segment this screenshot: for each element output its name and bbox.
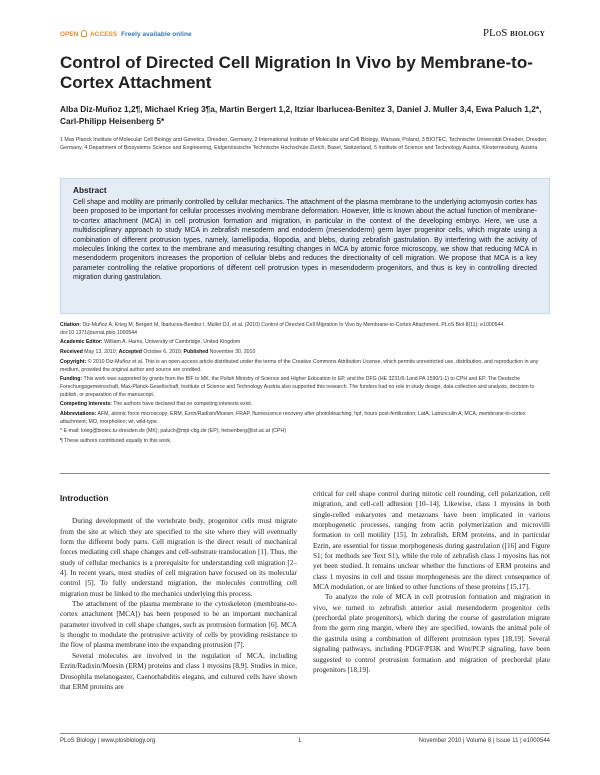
competing-label: Competing Interests: bbox=[60, 401, 112, 408]
editor-label: Academic Editor: bbox=[60, 339, 103, 346]
citation-label: Citation: bbox=[60, 322, 82, 328]
page-number: 1 bbox=[298, 738, 302, 744]
abstract-box bbox=[60, 178, 550, 314]
open-access-suffix: ACCESS bbox=[90, 31, 118, 38]
footer-issue-info: November 2010 | Volume 8 | Issue 11 | e1000544 bbox=[418, 738, 550, 744]
funding-text: This work was supported by grants from the BIF to MK, the Polish Ministry of Science and Higher Education to EP, and the DFG (HE 3231/6-1and PA 1590/1-1) to CPH and EP. The Deutsche Forschungsgemeinschaft, Max-Planck-Gesellschaft, Institute of Science and Technology Austria also supported this research. The funders had no role in study design, data collection and analysis, decision to publish, or preparation of the manuscript. bbox=[60, 376, 535, 398]
journal-name: BIOLOGY bbox=[510, 30, 545, 38]
competing-interests bbox=[60, 401, 550, 409]
funding bbox=[60, 376, 550, 399]
received-label: Received bbox=[60, 349, 83, 356]
journal-logo bbox=[483, 27, 545, 39]
intro-paragraph-3: Several molecules are involved in the regulation of MCA, including Ezrin/Radixin/Moesin (ERM) proteins and class 1 myosins [8,9]. Studies in mice, Drosophila melanogaster, Caenorhabditis elegans, and cultured cells have shown that ERM proteins are bbox=[60, 651, 297, 691]
abbrev-text: AFM, atomic force microscopy; ERM, Ezrin/Radixin/Moesin; FRAP, fluorescence recovery after photobleaching; hpf, hours post-fertilization; LatA, Latrunculin A; MCA, membrane-to-cortex attachment; MO, morpholino; wt, wild-type. bbox=[60, 411, 526, 425]
body-column-right bbox=[313, 489, 550, 675]
intro-paragraph-1: During development of the vertebrate body, progenitor cells must migrate from the site at which they are specified to the site where they will eventually form the different body parts. Cell migration is the direct result of mechanical forces mediating cell shape changes and cell-substrate translocation [1]. Thus, the study of cellular mechanics is a prerequisite for understanding cell migration [2–4]. In recent years, most studies of cell migration have focused on its molecular control [5]. To fully understand migration, the molecules controlling cell migration must be linked to the mechanics underlying this process. bbox=[60, 517, 297, 598]
correspondence-email[interactable]: * E-mail: krieg@biotec.tu-dresden.de (MK); paluch@mpi-cbg.de (EP); heisenberg@ist.ac.at (CPH) bbox=[60, 428, 286, 435]
published-date: November 30, 2010 bbox=[209, 349, 256, 356]
article-title: Control of Directed Cell Migration In Vivo by Membrane-to-Cortex Attachment bbox=[60, 53, 533, 92]
academic-editor bbox=[60, 339, 550, 347]
abbreviations bbox=[60, 411, 550, 426]
affiliations: 1 Max Planck Institute of Molecular Cell Biology and Genetics, Dresden, Germany, 2 International Institute of Molecular and Cell Biology, Warsaw, Poland, 3 BIOTEC, Technische Universität Dresden, Dresden, Germany, 4 Department of Biosystems Science and Engineering, Eidgenössische Technische Hochschule Zürich, Basel, Switzerland, 5 Institute of Science and Technology Austria, Klosterneuburg, Austria bbox=[60, 137, 548, 152]
abbrev-label: Abbreviations: bbox=[60, 411, 97, 418]
section-divider bbox=[60, 473, 550, 474]
open-lock-icon bbox=[81, 30, 87, 37]
abstract-text: Cell shape and motility are primarily controlled by cellular mechanics. The attachment of the plasma membrane to the underlying actomyosin cortex has been proposed to be important for cellular processes involving membrane deformation. However, little is known about the actual function of membrane-to-cortex attachment (MCA) in cell protrusion formation and migration, in particular in the context of the developing embryo. Here, we use a multidisciplinary approach to study MCA in zebrafish mesoderm and endoderm (mesendoderm) germ layer progenitor cells, which migrate using a combination of different protrusion types, namely, lamellipodia, filopodia, and blebs, during zebrafish gastrulation. By interfering with the activity of molecules linking the cortex to the membrane and measuring resulting changes in MCA by atomic force microscopy, we show that reducing MCA in mesendoderm progenitors increases the proportion of cellular blebs and reduces the directionality of cell migration. We propose that MCA is a key parameter controlling the relative proportions of different cell protrusion types in mesendoderm progenitors, and thus is key in controlling directed migration during gastrulation. bbox=[73, 199, 537, 282]
accepted-label: Accepted bbox=[118, 349, 142, 356]
received-date: May 13, 2010; bbox=[84, 349, 118, 356]
copyright bbox=[60, 359, 550, 374]
published-label: Published bbox=[183, 349, 209, 356]
abstract-heading: Abstract bbox=[73, 185, 107, 195]
copyright-text: © 2010 Diz-Muñoz et al. This is an open-access article distributed under the terms of the Creative Commons Attribution License, which permits unrestricted use, distribution, and reproduction in any medium, provided the original author and source are credited. bbox=[60, 358, 539, 373]
copyright-label: Copyright: bbox=[60, 358, 87, 365]
intro-paragraph-2: The attachment of the plasma membrane to the cytoskeleton (membrane-to-cortex attachment [MCA]) has been proposed to be an important mechanical parameter involved in cell shape changes, such as protrusion formation [6]. MCA is thought to modulate the protrusive activity of cells by providing resistance to the flow of plasma membrane into the expanding protrusion [7]. bbox=[60, 600, 297, 650]
body-column-left bbox=[60, 493, 297, 692]
footer-journal-site[interactable]: PLoS Biology | www.plosbiology.org bbox=[60, 738, 156, 744]
article-metadata bbox=[60, 322, 550, 448]
equal-contribution-note: ¶ These authors contributed equally to this work. bbox=[60, 438, 172, 445]
page-footer bbox=[60, 733, 550, 747]
open-access-banner[interactable] bbox=[60, 30, 192, 38]
citation bbox=[60, 322, 550, 337]
page-header bbox=[60, 27, 545, 43]
funding-label: Funding: bbox=[60, 376, 83, 383]
introduction-heading: Introduction bbox=[60, 493, 109, 503]
intro-paragraph-4: critical for cell shape control during mitotic cell rounding, cell polarization, cell migration, and cell-cell adhesion [10–14]. Likewise, class 1 myosins in both single-celled eukaryotes and metazoans have been implicated in various morphogenetic processes, ranging from actin polymerization and microvilli formation to cell motility [15]. In zebrafish, ERM proteins, and in particular Ezrin, are essential for tissue morphogenesis during gastrulation ([16] and Figure S1; for methods see Text S1), while the role of zebrafish class 1 myosins has not yet been studied. It remains unclear whether the functions of ERM proteins and class 1 myosins in cell and tissue morphogenesis are the direct consequence of MCA modulation, or are linked to other functions of these proteins [15,17]. bbox=[313, 490, 550, 592]
competing-text: The authors have declared that no competing interests exist. bbox=[113, 401, 253, 408]
intro-paragraph-5: To analyze the role of MCA in cell protrusion formation and migration in vivo, we turned to zebrafish anterior axial mesendoderm progenitor cells (prechordal plate progenitors), which during the course of gastrulation migrate from the germ ring margin, where they are specified, towards the animal pole of the gastrula using a combination of different protrusion types [18,19]. Several signaling pathways, including PDGF/PI3K and Wnt/PCP signaling, have been suggested to control protrusion formation and migration of prechordal plate progenitors [18,19]. bbox=[313, 593, 550, 674]
editor-text: William A. Harris, University of Cambridge, United Kingdom bbox=[104, 339, 241, 346]
citation-text: Diz-Muñoz A, Krieg M, Bergert M, Ibarlucea-Benitez I, Muller DJ, et al. (2010) Control of Directed Cell Migration In Vivo by Membrane-to-Cortex Attachment. PLoS Biol 8(11): e1000544. doi:10.1371/journal.pbio.1000544 bbox=[60, 322, 505, 336]
author-list: Alba Diz-Muñoz 1,2¶, Michael Krieg 3¶a, Martin Bergert 1,2, Itziar Ibarlucea-Benitez 3, Daniel J. Muller 3,4, Ewa Paluch 1,2*, Carl-Philipp Heisenberg 5* bbox=[60, 104, 542, 126]
journal-plos: PLoS bbox=[482, 27, 508, 39]
dates bbox=[60, 349, 550, 357]
freely-available-label: Freely available online bbox=[121, 31, 192, 38]
open-access-prefix: OPEN bbox=[60, 31, 79, 38]
accepted-date: October 6, 2010; bbox=[143, 349, 183, 356]
